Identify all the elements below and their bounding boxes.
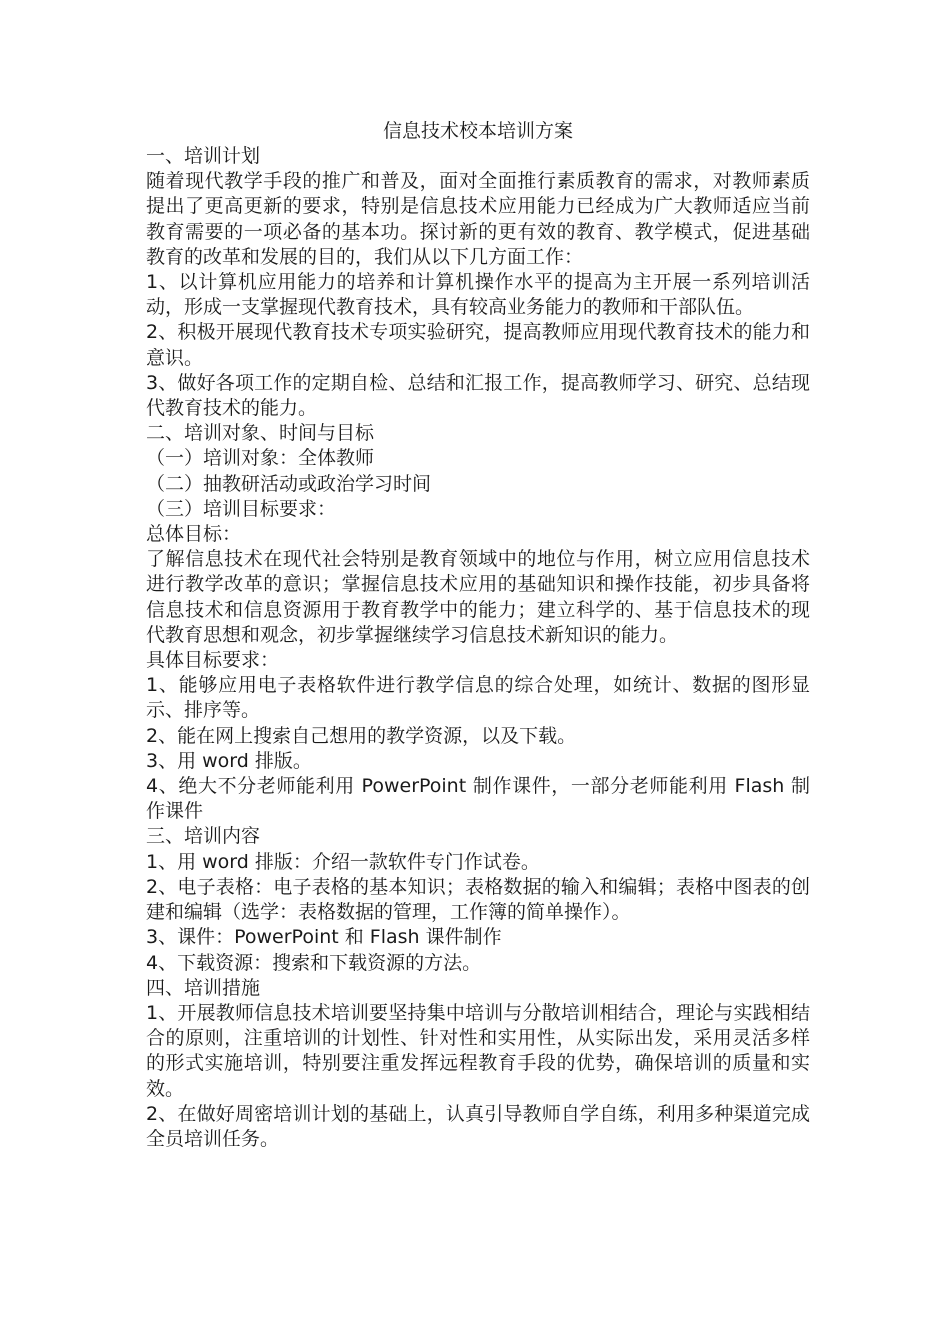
document-title: 信息技术校本培训方案 bbox=[382, 120, 573, 142]
intro-paragraph: 随着现代教学手段的推广和普及，面对全面推行素质教育的需求，对教师素质提出了更高更新的要求，特别是信息技术应用能力已经成为广大教师适应当前教育需要的一项必备的基本功。探讨新的更有效的教育、教学模式，促进基础教育的改革和发展的目的，我们从以下几方面工作： bbox=[146, 170, 810, 268]
document-page bbox=[146, 118, 810, 1152]
specific-goal-4: 4、绝大不分老师能利用 PowerPoint 制作课件，一部分老师能利用 Flash 制作课件 bbox=[146, 775, 810, 823]
heading-targets: 二、培训对象、时间与目标 bbox=[146, 422, 375, 445]
measure-item-1: 1、开展教师信息技术培训要坚持集中培训与分散培训相结合，理论与实践相结合的原则，注重培训的计划性、针对性和实用性，从实际出发，采用灵活多样的形式实施培训，特别要注重发挥远程教育手段的优势，确保培训的质量和实效。 bbox=[146, 1001, 810, 1100]
measure-item-2: 2、在做好周密培训计划的基础上，认真引导教师自学自练，利用多种渠道完成全员培训任务。 bbox=[146, 1102, 810, 1150]
target-time: （二）抽教研活动或政治学习时间 bbox=[146, 472, 432, 495]
specific-goal-label: 具体目标要求： bbox=[146, 649, 280, 672]
heading-content: 三、培训内容 bbox=[146, 825, 261, 848]
plan-item-3: 3、做好各项工作的定期自检、总结和汇报工作，提高教师学习、研究、总结现代教育技术的能力。 bbox=[146, 371, 810, 420]
overall-goal-label: 总体目标： bbox=[146, 523, 242, 546]
specific-goal-1: 1、能够应用电子表格软件进行教学信息的综合处理，如统计、数据的图形显示、排序等。 bbox=[146, 674, 810, 722]
target-audience: （一）培训对象：全体教师 bbox=[146, 447, 375, 470]
content-item-3: 3、课件：PowerPoint 和 Flash 课件制作 bbox=[146, 926, 502, 949]
target-requirements: （三）培训目标要求： bbox=[146, 497, 337, 520]
plan-item-1: 1、以计算机应用能力的培养和计算机操作水平的提高为主开展一系列培训活动，形成一支掌握现代教育技术，具有较高业务能力的教师和干部队伍。 bbox=[146, 271, 810, 319]
content-item-4: 4、下载资源：搜索和下载资源的方法。 bbox=[146, 951, 482, 974]
specific-goal-2: 2、能在网上搜索自己想用的教学资源，以及下载。 bbox=[146, 724, 577, 747]
document-body bbox=[146, 144, 810, 1152]
overall-goal-text: 了解信息技术在现代社会特别是教育领域中的地位与作用，树立应用信息技术进行教学改革的意识；掌握信息技术应用的基础知识和操作技能，初步具备将信息技术和信息资源用于教育教学中的能力；建立科学的、基于信息技术的现代教育思想和观念，初步掌握继续学习信息技术新知识的能力。 bbox=[146, 548, 810, 646]
content-item-2: 2、电子表格：电子表格的基本知识；表格数据的输入和编辑；表格中图表的创建和编辑（选学：表格数据的管理，工作簿的简单操作）。 bbox=[146, 875, 810, 924]
heading-measures: 四、培训措施 bbox=[146, 976, 261, 999]
specific-goal-3: 3、用 word 排版。 bbox=[146, 749, 312, 772]
content-item-1: 1、用 word 排版：介绍一款软件专门作试卷。 bbox=[146, 850, 540, 873]
heading-training-plan: 一、培训计划 bbox=[146, 145, 261, 167]
plan-item-2: 2、积极开展现代教育技术专项实验研究，提高教师应用现代教育技术的能力和意识。 bbox=[146, 321, 810, 369]
